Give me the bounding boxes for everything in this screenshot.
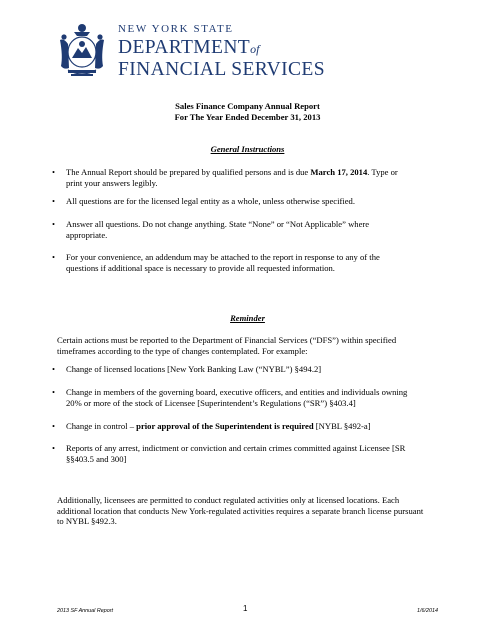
due-date: March 17, 2014 [310, 167, 368, 177]
bullet-icon: • [52, 364, 56, 374]
bullet-icon: • [52, 421, 56, 431]
agency-line-financial-services: FINANCIAL SERVICES [118, 58, 325, 80]
reminder-heading: Reminder [230, 313, 265, 323]
reminder-item-3-pre: Change in control – [66, 421, 137, 431]
bullet-icon: • [52, 252, 56, 262]
bullet-icon: • [52, 167, 56, 177]
agency-name [118, 20, 325, 79]
instruction-item-1-pre: The Annual Report should be prepared by qualified persons and is due [66, 167, 311, 177]
instruction-item-1 [52, 167, 411, 188]
reminder-item-4 [52, 443, 411, 464]
reminder-item-3 [52, 421, 411, 432]
bullet-icon: • [52, 196, 56, 206]
instruction-item-2-text: All questions are for the licensed legal entity as a whole, unless otherwise specified. [66, 196, 355, 206]
bullet-icon: • [52, 387, 56, 397]
new-york-state-seal-icon [56, 20, 108, 78]
reminder-item-3-post: [NYBL §492-a] [313, 421, 371, 431]
instruction-item-2 [52, 196, 411, 207]
bullet-icon: • [52, 219, 56, 229]
instruction-item-4 [52, 252, 411, 273]
reminder-closing: Additionally, licensees are permitted to conduct regulated activities only at licensed locations. Each additional location that conducts New York-regulated activities requires a separate branch license pursuant to NYBL §492.3. [57, 495, 424, 527]
reminder-item-2 [52, 387, 411, 408]
page-number: 1 [243, 604, 248, 613]
agency-line-of: of [250, 42, 260, 56]
instruction-item-3 [52, 219, 411, 240]
agency-line-department [118, 38, 325, 58]
report-title-line2: For The Year Ended December 31, 2013 [174, 112, 321, 122]
reminder-intro: Certain actions must be reported to the Department of Financial Services (“DFS”) within specified timeframes according to the type of changes contemplated. For example: [57, 335, 397, 356]
reminder-item-1-text: Change of licensed locations [New York Banking Law (“NYBL”) §494.2] [66, 364, 322, 374]
instruction-item-4-text: For your convenience, an addendum may be attached to the report in response to any of the questions if additional space is necessary to provide all requested information. [66, 252, 380, 273]
dfs-logo [56, 20, 325, 80]
reminder-item-1 [52, 364, 411, 375]
reminder-item-4-text: Reports of any arrest, indictment or conviction and certain crimes committed against Licensee [SR §§403.5 and 300] [66, 443, 406, 464]
agency-line-state: NEW YORK STATE [118, 23, 234, 35]
footer-date: 1/6/2014 [417, 608, 438, 614]
bullet-icon: • [52, 443, 56, 453]
reminder-item-2-text: Change in members of the governing board, executive officers, and entities and individuals owning 20% or more of the stock of Licensee [Superintendent’s Regulations (“SR”) §403.4] [66, 387, 408, 408]
report-title-line1: Sales Finance Company Annual Report [175, 101, 320, 111]
agency-line-department-text: DEPARTMENT [118, 37, 251, 58]
general-instructions-heading: General Instructions [210, 144, 285, 154]
instruction-item-1-post: . Type or print your answers legibly. [66, 167, 398, 188]
report-title [0, 101, 495, 123]
prior-approval-note: prior approval of the Superintendent is required [136, 421, 314, 431]
footer-report-name: 2013 SF Annual Report [57, 608, 114, 614]
instruction-item-3-text: Answer all questions. Do not change anything. State “None” or “Not Applicable” where appropriate. [66, 219, 370, 240]
